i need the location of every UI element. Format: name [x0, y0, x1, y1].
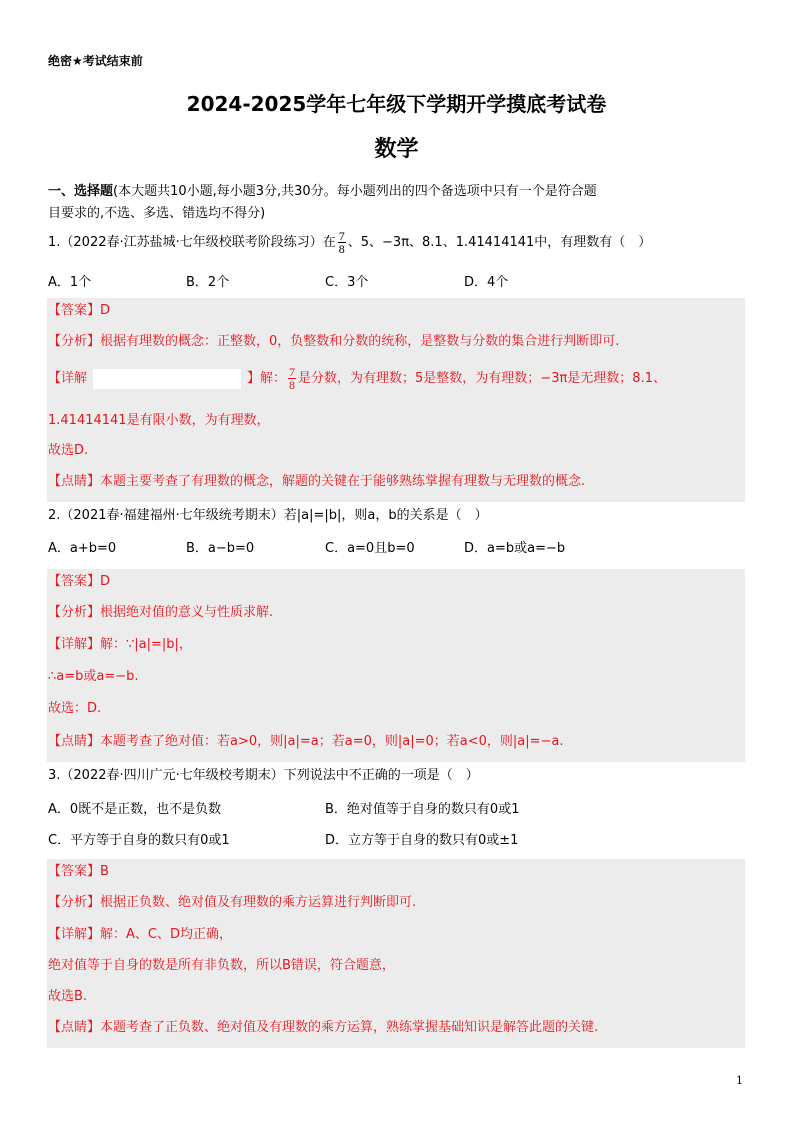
section-intro-line1	[48, 180, 597, 199]
q1-detail-tag-end: 】解：	[247, 371, 287, 386]
section-desc-line1: (本大题共10小题,每小题3分,共30分。每小题列出的四个备选项中只有一个是符合题	[113, 184, 597, 199]
section-heading: 一、选择题	[48, 184, 114, 199]
q3-detail	[48, 924, 232, 946]
q2-therefore: ∴a=b或a=−b.	[48, 669, 139, 684]
q1-comment-tag: 【点睛】	[48, 474, 101, 489]
q3-comment	[48, 1017, 598, 1039]
q1-answer-value: D	[100, 303, 111, 318]
q2-answer	[48, 571, 110, 593]
q3-option-c: C．平方等于自身的数只有0或1	[48, 833, 230, 848]
q3-analysis	[48, 892, 416, 914]
q1-frac-den: 8	[338, 242, 345, 256]
subject-title: 数学	[374, 137, 419, 162]
q1-option-a: A．1个	[48, 275, 92, 290]
q3-analysis-text: 根据正负数、绝对值及有理数的乘方运算进行判断即可.	[100, 895, 417, 910]
q2-answer-tag: 【答案】	[48, 574, 101, 589]
q1-answer-tag: 【答案】	[48, 303, 101, 318]
q2-answer-value: D	[100, 574, 111, 589]
page-number: 1	[736, 1074, 743, 1087]
q1-fraction	[338, 230, 346, 255]
q3-option-d: D．立方等于自身的数只有0或±1	[325, 833, 519, 848]
q3-detail-tag: 【详解】	[48, 927, 101, 942]
q1-detail-frac-num: 7	[289, 365, 296, 379]
q3-answer	[48, 861, 109, 883]
q1-comment-text: 本题主要考查了有理数的概念，解题的关键在于能够熟练掌握有理数与无理数的概念.	[100, 474, 586, 489]
q1-detail-frac-den: 8	[289, 378, 296, 392]
q3-stem: 3.（2022春·四川广元·七年级校考期末）下列说法中不正确的一项是（ ）	[48, 768, 479, 783]
q3-detail-text-b: 绝对值等于自身的数是所有非负数，所以B错误，符合题意，	[48, 958, 395, 973]
q2-analysis-text: 根据绝对值的意义与性质求解.	[100, 605, 274, 620]
q2-option-c: C．a=0且b=0	[325, 541, 415, 556]
q3-answer-value: B	[100, 864, 109, 879]
q1-option-d: D．4个	[464, 275, 509, 290]
q1-answer	[48, 300, 110, 322]
q3-detail-text: 解：A、C、D均正确，	[100, 927, 232, 942]
q1-stem-rest: 、5、−3π、8.1、1.41414141中，有理数有（ ）	[347, 235, 652, 250]
q1-option-c: C．3个	[325, 275, 369, 290]
q1-analysis	[48, 331, 619, 353]
confidential-label: 绝密★考试结束前	[48, 54, 143, 68]
q1-detail	[48, 364, 666, 394]
q1-detail-fraction	[288, 366, 296, 391]
q3-comment-text: 本题考查了正负数、绝对值及有理数的乘方运算，熟练掌握基础知识是解答此题的关键.	[100, 1020, 599, 1035]
exam-title: 2024-2025学年七年级下学期开学摸底考试卷	[186, 92, 607, 116]
q3-comment-tag: 【点睛】	[48, 1020, 101, 1035]
redaction-box	[93, 369, 241, 389]
q1-detail-text-a: 是分数，为有理数；5是整数，为有理数；−3π是无理数；8.1、	[298, 371, 666, 386]
q1-option-b: B．2个	[186, 275, 230, 290]
q2-option-a: A．a+b=0	[48, 541, 117, 556]
q1-detail-text-b: 1.41414141是有限小数，为有理数，	[48, 413, 270, 428]
q2-comment-tag: 【点睛】	[48, 734, 101, 749]
q1-comment	[48, 471, 585, 493]
q1-stem-prefix: 1.（2022春·江苏盐城·七年级校联考阶段练习）在	[48, 235, 336, 250]
q2-comment	[48, 731, 564, 753]
q3-answer-tag: 【答案】	[48, 864, 101, 879]
q2-detail	[48, 634, 192, 656]
q1-stem	[48, 228, 651, 258]
q3-conclusion: 故选B.	[48, 989, 88, 1004]
q1-detail-tag: 【详解	[48, 371, 88, 386]
q2-comment-text: 本题考查了绝对值：若a>0，则|a|=a；若a=0，则|a|=0；若a<0，则|a|=−a.	[100, 734, 564, 749]
q1-analysis-text: 根据有理数的概念：正整数，0，负整数和分数的统称，是整数与分数的集合进行判断即可.	[100, 334, 620, 349]
q2-stem: 2.（2021春·福建福州·七年级统考期末）若|a|=|b|，则a，b的关系是（ ）	[48, 508, 488, 523]
q3-analysis-tag: 【分析】	[48, 895, 101, 910]
q3-option-b: B．绝对值等于自身的数只有0或1	[325, 802, 520, 817]
q1-frac-num: 7	[338, 229, 345, 243]
q2-analysis	[48, 602, 273, 624]
q2-option-b: B．a−b=0	[186, 541, 255, 556]
q2-option-d: D．a=b或a=−b	[464, 541, 566, 556]
q2-conclusion: 故选：D.	[48, 701, 102, 716]
q1-analysis-tag: 【分析】	[48, 334, 101, 349]
q1-conclusion: 故选D.	[48, 443, 89, 458]
q2-detail-tag: 【详解】	[48, 637, 101, 652]
q3-option-a: A．0既不是正数，也不是负数	[48, 802, 222, 817]
q2-detail-text: 解：∵|a|=|b|，	[100, 637, 192, 652]
q2-analysis-tag: 【分析】	[48, 605, 101, 620]
section-desc-line2: 目要求的,不选、多选、错选均不得分)	[48, 206, 266, 221]
